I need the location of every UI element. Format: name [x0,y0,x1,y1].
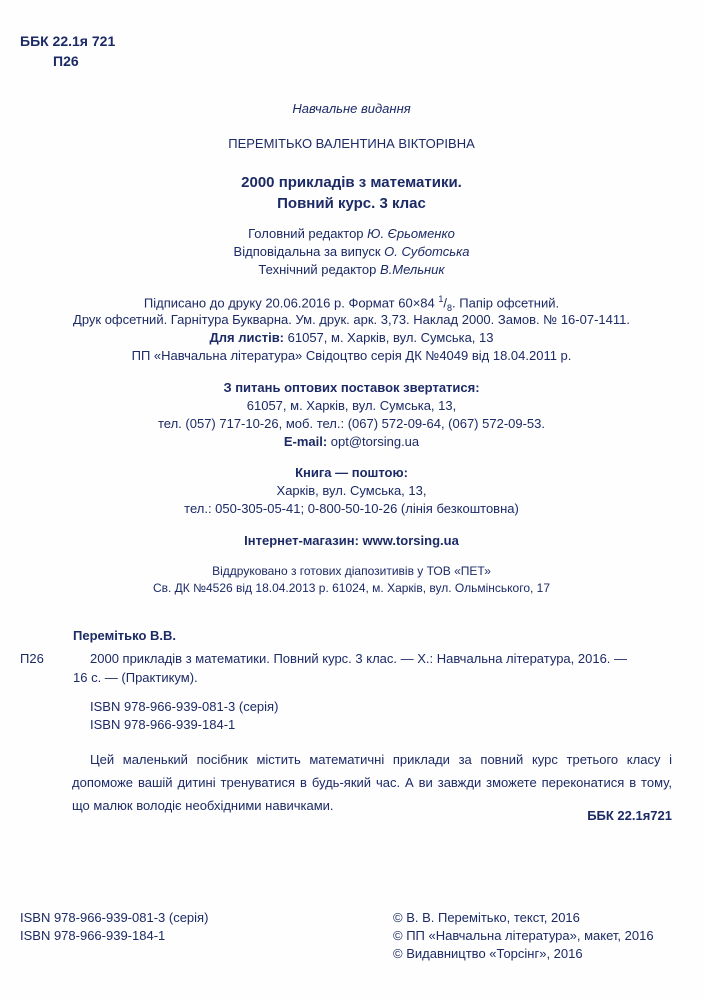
catalog-author: Перемітько В.В. [73,628,177,643]
copyright-text: © В. В. Перемітько, текст, 2016 [393,910,580,925]
editor-responsible [0,244,703,259]
author-mark: П26 [53,53,79,69]
editor-name: Ю. Єрьоменко [367,226,455,241]
editor-name: О. Суботська [384,244,470,259]
mail-order-heading: Книга — поштою: [295,465,408,480]
print-info-line4: ПП «Навчальна література» Свідоцтво серія ДК №4049 від 18.04.2011 р. [131,348,572,363]
wholesale-phones: тел. (057) 717-10-26, моб. тел.: (067) 572-09-64, (067) 572-09-53. [157,416,546,431]
wholesale-email: E-mail: opt@torsing.ua [283,434,420,449]
catalog-desc-line2: 16 с. — (Практикум). [73,670,198,685]
internet-shop: Інтернет-магазин: www.torsing.ua [244,533,459,548]
print-info-line1: Підписано до друку 20.06.2016 р. Формат 60×84 $^1/_8$. Папір офсетний. [143,294,560,313]
print-info-letters: Для листів: 61057, м. Харків, вул. Сумська, 13 [209,330,494,345]
printed-line1: Віддруковано з готових діапозитивів у ТОВ «ПЕТ» [212,564,491,578]
book-title-line1: 2000 прикладів з математики. [241,174,462,191]
editor-name: В.Мельник [379,262,445,277]
wholesale-heading: З питань оптових поставок звертатися: [223,380,480,395]
editor-technical [0,262,703,277]
editor-role: Головний редактор [248,226,364,241]
bbk-bottom: ББК 22.1я721 [587,808,672,823]
footer-isbn: ISBN 978-966-939-184-1 [20,928,166,943]
author-full-name: ПЕРЕМІТЬКО ВАЛЕНТИНА ВІКТОРІВНА [228,136,475,151]
edition-type: Навчальне видання [292,101,411,116]
editor-chief [0,226,703,241]
fraction-numerator: 1 [438,294,444,304]
catalog-isbn: ISBN 978-966-939-184-1 [90,717,236,732]
editor-role: Відповідальна за випуск [233,244,381,259]
copyright-layout: © ПП «Навчальна література», макет, 2016 [393,928,654,943]
catalog-isbn-series: ISBN 978-966-939-081-3 (серія) [90,699,279,714]
catalog-desc-line1: 2000 прикладів з математики. Повний курс. 3 клас. — Х.: Навчальна література, 2016. — [90,651,628,666]
book-description: Цей маленький посібник містить математичні приклади за повний курс третього класу і допоможе вашій дитині тренуватися в будь-який час. А ви завжди зможете переконатися в тому, що малюк володіє необхідними навичками. [72,752,672,813]
catalog-code: П26 [20,651,44,666]
mail-order-address: Харків, вул. Сумська, 13, [276,483,427,498]
copyright-publisher: © Видавництво «Торсінг», 2016 [393,946,583,961]
footer-isbn-series: ISBN 978-966-939-081-3 (серія) [20,910,209,925]
fraction-denominator: 8 [447,302,453,313]
book-title-line2: Повний курс. 3 клас [277,195,426,212]
print-info-line2: Друк офсетний. Гарнітура Букварна. Ум. друк. арк. 3,73. Наклад 2000. Замов. № 16-07-1411. [73,312,630,327]
bbk-code: ББК 22.1я 721 [20,33,116,49]
printed-line2: Св. ДК №4526 від 18.04.2013 р. 61024, м. Харків, вул. Ольмінського, 17 [152,581,551,595]
wholesale-address: 61057, м. Харків, вул. Сумська, 13, [246,398,457,413]
mail-order-phones: тел.: 050-305-05-41; 0-800-50-10-26 (лінія безкоштовна) [184,501,519,516]
editor-role: Технічний редактор [258,262,377,277]
